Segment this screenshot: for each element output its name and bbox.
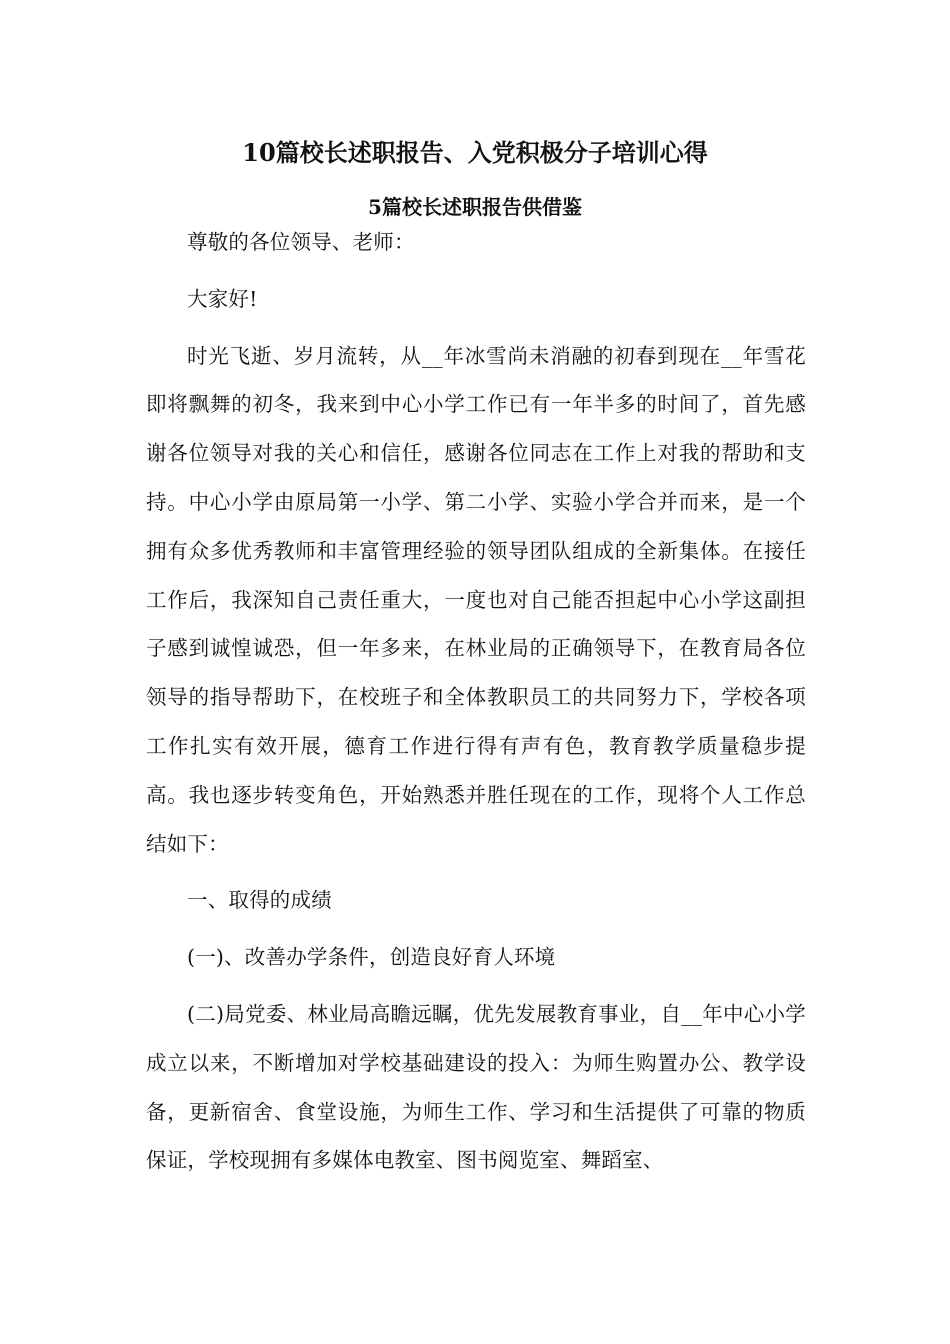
document-title: 10篇校长述职报告、入党积极分子培训心得 <box>242 138 708 167</box>
subsection-heading: (一)、改善办学条件，创造良好育人环境 <box>187 945 556 970</box>
document-body <box>146 218 806 1185</box>
section-heading: 一、取得的成绩 <box>187 888 332 913</box>
body-paragraph: (二)局党委、林业局高瞻远瞩，优先发展教育事业，自__年中心小学成立以来，不断增加对学校基础建设的投入：为师生购置办公、教学设备，更新宿舍、食堂设施，为师生工作、学习和生活提供了可靠的物质保证，学校现拥有多媒体电教室、图书阅览室、舞蹈室、 <box>146 1001 806 1173</box>
document-subtitle: 5篇校长述职报告供借鉴 <box>368 195 582 219</box>
salutation-paragraph: 尊敬的各位领导、老师： <box>187 230 415 254</box>
intro-paragraph: 时光飞逝、岁月流转，从__年冰雪尚未消融的初春到现在__年雪花即将飘舞的初冬，我来到中心小学工作已有一年半多的时间了，首先感谢各位领导对我的关心和信任，感谢各位同志在工作上对我的帮助和支持。中心小学由原局第一小学、第二小学、实验小学合并而来，是一个拥有众多优秀教师和丰富管理经验的领导团队组成的全新集体。在接任工作后，我深知自己责任重大，一度也对自己能否担起中心小学这副担子感到诚惶诚恐，但一年多来，在林业局的正确领导下，在教育局各位领导的指导帮助下，在校班子和全体教职员工的共同努力下，学校各项工作扎实有效开展，德育工作进行得有声有色，教育教学质量稳步提高。我也逐步转变角色，开始熟悉并胜任现在的工作，现将个人工作总结如下： <box>146 343 806 856</box>
greeting-paragraph: 大家好! <box>187 286 258 311</box>
